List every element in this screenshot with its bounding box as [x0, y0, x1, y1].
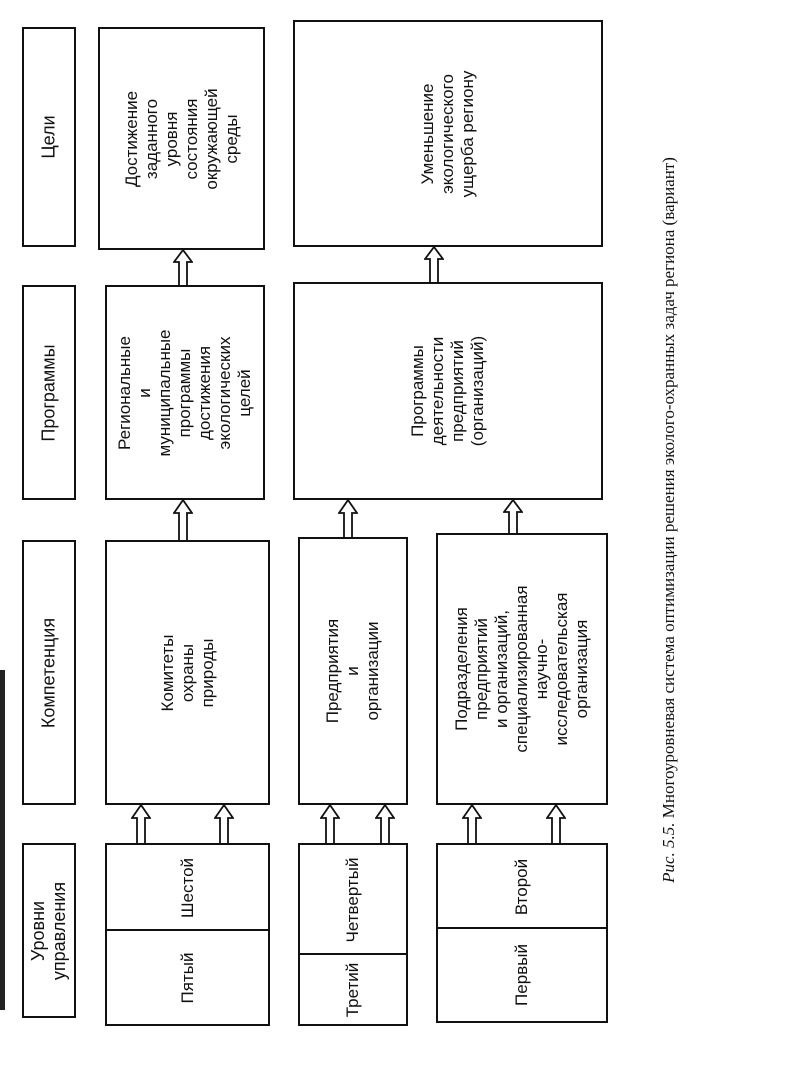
header-levels — [22, 843, 76, 1018]
level-second-label: Второй — [511, 858, 531, 916]
arrow-up-icon — [131, 804, 151, 844]
arrow-up-icon — [503, 499, 523, 534]
goal-environment-label: Достижение заданного уровня состояния окружающей среды — [121, 87, 241, 190]
level-cell-first — [438, 929, 606, 1021]
header-goals-label: Цели — [38, 115, 59, 159]
level-fifth-label: Пятый — [177, 952, 197, 1003]
arrow-up-icon — [173, 499, 193, 541]
program-activity-label: Программы деятельности предприятий (организаций) — [407, 335, 488, 447]
competence-committees — [105, 540, 270, 805]
level-cell-fourth — [300, 845, 406, 955]
figure-caption-text — [659, 157, 679, 883]
level-third-label: Третий — [342, 962, 362, 1017]
competence-divisions — [436, 533, 608, 805]
arrow-up-icon — [173, 249, 193, 286]
goal-environment — [98, 27, 265, 250]
competence-divisions-label: Подразделения предприятий и организаций, специализированная научно-исследовательская организация — [451, 585, 592, 753]
level-group-sixth-fifth — [105, 843, 270, 1026]
arrow-up-icon — [375, 804, 395, 844]
level-group-fourth-third — [298, 843, 408, 1026]
figure-label: Рис. 5.5. — [659, 822, 678, 883]
level-cell-third — [300, 955, 406, 1024]
competence-enterprises-label: Предприятия и организации — [322, 618, 383, 724]
arrow-up-icon — [214, 804, 234, 844]
level-first-label: Первый — [511, 944, 531, 1006]
program-regional — [105, 285, 265, 500]
level-cell-sixth — [107, 845, 268, 931]
header-goals — [22, 27, 76, 247]
header-levels-label: Уровни управления — [27, 881, 69, 980]
header-programs-label: Программы — [38, 343, 59, 442]
goal-damage-label: Уменьшение экологического ущерба региону — [417, 70, 478, 197]
level-sixth-label: Шестой — [177, 857, 197, 919]
level-fourth-label: Четвертый — [342, 857, 362, 943]
level-group-second-first — [436, 843, 608, 1023]
figure-title: Многоуровневая система оптимизации решения эколого-охранных задач региона (вариант) — [659, 157, 678, 819]
arrow-up-icon — [338, 499, 358, 538]
program-regional-label: Региональные и муниципальные программы достижения экологических целей — [114, 328, 255, 456]
arrow-up-icon — [546, 804, 566, 844]
header-programs — [22, 285, 76, 500]
level-cell-fifth — [107, 931, 268, 1024]
header-competence — [22, 540, 76, 805]
arrow-up-icon — [424, 246, 444, 283]
competence-enterprises — [298, 537, 408, 805]
arrow-up-icon — [462, 804, 482, 844]
program-activity — [293, 282, 603, 500]
level-cell-second — [438, 845, 606, 929]
goal-damage — [293, 20, 603, 247]
arrow-up-icon — [320, 804, 340, 844]
scan-edge-shadow — [0, 670, 5, 1010]
header-competence-label: Компетенция — [38, 617, 59, 728]
competence-committees-label: Комитеты охраны природы — [157, 633, 217, 712]
